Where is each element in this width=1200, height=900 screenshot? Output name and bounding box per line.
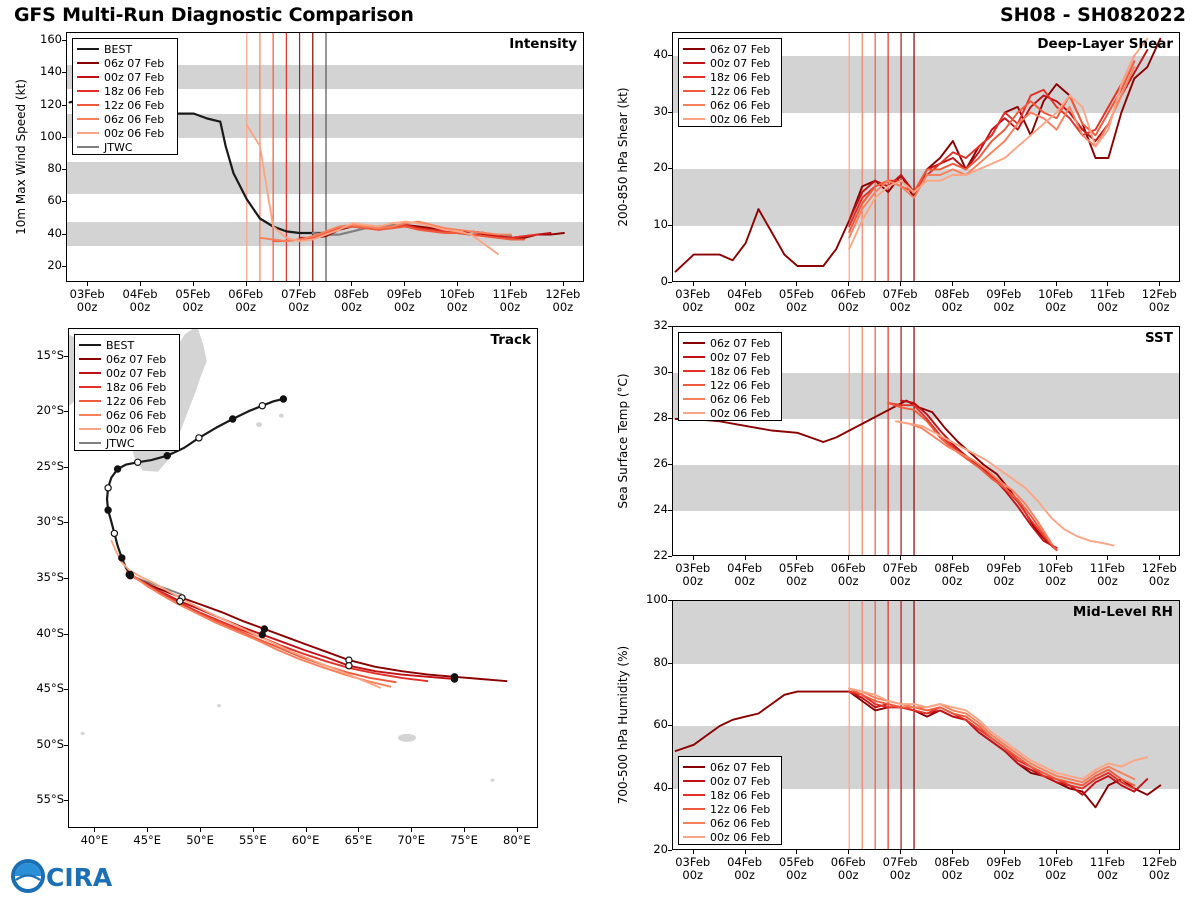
y-tick-mark	[64, 356, 68, 357]
y-tick-mark	[668, 556, 672, 557]
chart-title-rh: Mid-Level RH	[1072, 604, 1173, 620]
legend-swatch	[77, 132, 99, 134]
x-tick-label: 06Feb 00z	[830, 855, 866, 882]
y-tick-label: 30	[653, 364, 668, 378]
legend-label: 06z 06 Feb	[106, 408, 167, 422]
storm-id: SH08 - SH082022	[999, 4, 1186, 26]
legend-item	[75, 338, 179, 352]
legend-label: 12z 06 Feb	[710, 84, 771, 98]
x-tick-label: 06Feb 00z	[228, 287, 264, 314]
y-tick-label: 24	[653, 502, 668, 516]
legend-swatch	[79, 386, 101, 388]
x-tick-mark	[1004, 850, 1005, 854]
x-tick-mark	[796, 556, 797, 560]
x-tick-label: 75°E	[450, 833, 478, 847]
legend-item	[73, 126, 177, 140]
x-tick-label: 07Feb 00z	[281, 287, 317, 314]
legend-item	[679, 788, 781, 802]
legend-swatch	[77, 104, 99, 106]
legend-item	[679, 98, 781, 112]
x-tick-mark	[510, 282, 511, 286]
y-tick-label: 40°S	[36, 625, 64, 640]
x-tick-mark	[796, 282, 797, 286]
y-tick-label: 40	[653, 779, 668, 794]
y-axis-label-intensity: 10m Max Wind Speed (kt)	[14, 79, 28, 235]
y-tick-label: 55°S	[36, 792, 64, 807]
y-tick-label: 80	[653, 654, 668, 669]
legend-label: 06z 07 Feb	[710, 42, 771, 56]
legend-sst	[678, 332, 782, 421]
x-tick-mark	[952, 556, 953, 560]
x-tick-mark	[796, 850, 797, 854]
legend-label: 06z 07 Feb	[710, 336, 771, 350]
x-tick-label: 40°E	[80, 833, 109, 847]
legend-swatch	[683, 836, 705, 838]
legend-label: 00z 06 Feb	[710, 830, 771, 844]
x-tick-label: 60°E	[291, 833, 320, 847]
legend-swatch	[683, 398, 705, 400]
y-tick-mark	[64, 522, 68, 523]
legend-item	[75, 436, 179, 450]
x-tick-label: 03Feb 00z	[69, 287, 105, 314]
header	[0, 2, 1200, 30]
chart-title-intensity: Intensity	[509, 36, 577, 52]
y-tick-label: 140	[40, 64, 62, 79]
y-tick-label: 80	[47, 161, 62, 176]
x-tick-mark	[900, 282, 901, 286]
legend-swatch	[77, 90, 99, 92]
legend-item	[73, 84, 177, 98]
chart-title-shear: Deep-Layer Shear	[1037, 36, 1173, 52]
legend-swatch	[683, 808, 705, 810]
x-tick-label: 45°E	[133, 833, 162, 847]
legend-swatch	[79, 428, 101, 430]
legend-item	[679, 84, 781, 98]
x-tick-mark	[351, 282, 352, 286]
y-tick-mark	[62, 40, 66, 41]
y-tick-label: 28	[653, 410, 668, 424]
legend-item	[679, 392, 781, 406]
legend-swatch	[79, 344, 101, 346]
legend-label: 00z 06 Feb	[710, 406, 771, 420]
legend-swatch	[683, 356, 705, 358]
legend-label: BEST	[104, 42, 133, 56]
legend-swatch	[683, 118, 705, 120]
y-axis-label-sst: Sea Surface Temp (°C)	[616, 373, 630, 509]
x-tick-label: 11Feb 00z	[1089, 287, 1125, 314]
x-tick-mark	[464, 828, 465, 832]
legend-label: 06z 06 Feb	[710, 98, 771, 112]
legend-item	[679, 336, 781, 350]
x-tick-label: 12Feb 00z	[1141, 855, 1177, 882]
y-tick-mark	[668, 168, 672, 169]
y-tick-mark	[64, 745, 68, 746]
legend-swatch	[79, 372, 101, 374]
legend-swatch	[683, 384, 705, 386]
x-tick-mark	[900, 556, 901, 560]
legend-label: 00z 06 Feb	[106, 422, 167, 436]
legend-label: 18z 06 Feb	[104, 84, 165, 98]
x-tick-label: 06Feb 00z	[830, 287, 866, 314]
legend-label: 00z 07 Feb	[710, 56, 771, 70]
legend-item	[75, 352, 179, 366]
x-tick-mark	[745, 282, 746, 286]
x-tick-label: 03Feb 00z	[675, 287, 711, 314]
y-tick-mark	[668, 225, 672, 226]
y-tick-mark	[668, 600, 672, 601]
legend-label: 12z 06 Feb	[710, 802, 771, 816]
x-tick-label: 08Feb 00z	[934, 287, 970, 314]
y-tick-mark	[62, 137, 66, 138]
x-tick-mark	[193, 282, 194, 286]
legend-label: 06z 07 Feb	[106, 352, 167, 366]
legend-swatch	[683, 90, 705, 92]
x-tick-label: 80°E	[503, 833, 531, 847]
y-tick-mark	[62, 169, 66, 170]
y-tick-label: 45°S	[36, 681, 64, 696]
legend-label: 00z 07 Feb	[106, 366, 167, 380]
legend-item	[75, 408, 179, 422]
x-tick-label: 09Feb 00z	[986, 287, 1022, 314]
y-axis-label-shear: 200-850 hPa Shear (kt)	[616, 87, 630, 227]
y-tick-label: 60	[47, 193, 62, 208]
y-tick-label: 30	[653, 103, 668, 118]
x-tick-mark	[693, 282, 694, 286]
x-tick-mark	[1107, 282, 1108, 286]
legend-swatch	[77, 62, 99, 64]
x-tick-mark	[1056, 282, 1057, 286]
x-tick-label: 50°E	[186, 833, 214, 847]
legend-intensity	[72, 38, 178, 155]
legend-swatch	[683, 766, 705, 768]
legend-swatch	[683, 62, 705, 64]
y-tick-label: 15°S	[36, 347, 64, 362]
y-tick-label: 20	[653, 842, 668, 856]
legend-item	[75, 366, 179, 380]
legend-item	[679, 70, 781, 84]
legend-label: 18z 06 Feb	[710, 364, 771, 378]
y-tick-label: 35°S	[36, 570, 64, 584]
x-tick-label: 04Feb 00z	[727, 855, 763, 882]
x-tick-mark	[693, 556, 694, 560]
legend-swatch	[683, 780, 705, 782]
y-tick-label: 32	[653, 318, 668, 332]
x-tick-mark	[299, 282, 300, 286]
y-tick-mark	[62, 234, 66, 235]
legend-swatch	[79, 414, 101, 416]
x-tick-mark	[848, 850, 849, 854]
y-tick-label: 22	[653, 548, 668, 562]
x-tick-label: 12Feb 00z	[545, 287, 581, 314]
y-tick-mark	[64, 411, 68, 412]
x-tick-mark	[693, 850, 694, 854]
panel-intensity	[0, 28, 600, 318]
legend-label: 18z 06 Feb	[106, 380, 167, 394]
legend-label: 00z 06 Feb	[104, 126, 165, 140]
legend-item	[679, 112, 781, 126]
legend-swatch	[79, 400, 101, 402]
legend-label: 06z 06 Feb	[710, 392, 771, 406]
x-tick-mark	[745, 850, 746, 854]
x-tick-mark	[1056, 850, 1057, 854]
x-tick-label: 04Feb 00z	[122, 287, 158, 314]
x-tick-mark	[404, 282, 405, 286]
y-tick-mark	[64, 800, 68, 801]
x-tick-mark	[952, 850, 953, 854]
x-tick-label: 10Feb 00z	[1038, 287, 1074, 314]
legend-swatch	[683, 794, 705, 796]
x-tick-label: 03Feb 00z	[675, 855, 711, 882]
legend-label: 00z 06 Feb	[710, 112, 771, 126]
legend-item	[73, 42, 177, 56]
legend-item	[679, 802, 781, 816]
y-tick-mark	[62, 105, 66, 106]
chart-title-sst: SST	[1144, 330, 1173, 346]
x-tick-label: 09Feb 00z	[986, 855, 1022, 882]
x-tick-mark	[952, 282, 953, 286]
legend-rh	[678, 756, 782, 845]
x-tick-mark	[253, 828, 254, 832]
x-tick-mark	[147, 828, 148, 832]
x-tick-label: 11Feb 00z	[492, 287, 528, 314]
legend-swatch	[683, 342, 705, 344]
y-tick-mark	[668, 372, 672, 373]
y-tick-label: 10	[653, 217, 668, 232]
x-tick-label: 04Feb 00z	[727, 287, 763, 314]
y-tick-mark	[62, 72, 66, 73]
x-tick-label: 03Feb 00z	[675, 561, 711, 588]
legend-shear	[678, 38, 782, 127]
y-tick-mark	[62, 201, 66, 202]
x-tick-mark	[1004, 282, 1005, 286]
y-tick-label: 20	[47, 257, 62, 272]
y-tick-mark	[668, 725, 672, 726]
y-tick-mark	[668, 850, 672, 851]
x-tick-mark	[1107, 850, 1108, 854]
plot-area-sst	[672, 326, 1180, 556]
legend-item	[73, 98, 177, 112]
x-tick-mark	[848, 282, 849, 286]
x-tick-label: 08Feb 00z	[934, 561, 970, 588]
legend-swatch	[77, 146, 99, 148]
x-tick-mark	[457, 282, 458, 286]
x-tick-label: 11Feb 00z	[1089, 855, 1125, 882]
x-tick-mark	[358, 828, 359, 832]
x-tick-mark	[246, 282, 247, 286]
legend-swatch	[683, 48, 705, 50]
x-tick-label: 05Feb 00z	[778, 287, 814, 314]
y-tick-mark	[668, 55, 672, 56]
chart-title-track: Track	[490, 332, 531, 348]
x-tick-label: 04Feb 00z	[727, 561, 763, 588]
x-tick-label: 11Feb 00z	[1089, 561, 1125, 588]
x-tick-mark	[411, 828, 412, 832]
y-tick-mark	[668, 663, 672, 664]
x-tick-mark	[848, 556, 849, 560]
legend-label: 12z 06 Feb	[710, 378, 771, 392]
legend-item	[73, 56, 177, 70]
legend-label: JTWC	[106, 436, 135, 450]
legend-item	[679, 406, 781, 420]
legend-item	[679, 56, 781, 70]
x-tick-mark	[87, 282, 88, 286]
y-axis-label-rh: 700-500 hPa Humidity (%)	[616, 645, 630, 805]
x-tick-mark	[1004, 556, 1005, 560]
x-tick-mark	[140, 282, 141, 286]
legend-item	[679, 816, 781, 830]
legend-swatch	[683, 412, 705, 414]
legend-item	[75, 422, 179, 436]
y-tick-mark	[668, 326, 672, 327]
y-tick-label: 120	[40, 96, 62, 111]
svg-text:CIRA: CIRA	[46, 863, 113, 892]
y-tick-mark	[668, 788, 672, 789]
legend-swatch	[79, 442, 101, 444]
y-tick-label: 30°S	[36, 514, 64, 529]
legend-label: 06z 06 Feb	[710, 816, 771, 830]
legend-item	[679, 364, 781, 378]
legend-label: 12z 06 Feb	[104, 98, 165, 112]
y-tick-label: 40	[653, 46, 668, 61]
y-tick-label: 40	[47, 225, 62, 240]
legend-label: 00z 07 Feb	[710, 350, 771, 364]
y-tick-mark	[668, 112, 672, 113]
legend-label: 12z 06 Feb	[106, 394, 167, 408]
legend-item	[679, 42, 781, 56]
y-tick-mark	[668, 282, 672, 283]
legend-label: JTWC	[104, 140, 133, 154]
x-tick-label: 10Feb 00z	[1038, 855, 1074, 882]
x-tick-label: 08Feb 00z	[934, 855, 970, 882]
x-tick-label: 12Feb 00z	[1141, 287, 1177, 314]
legend-item	[679, 378, 781, 392]
legend-item	[73, 112, 177, 126]
legend-item	[679, 830, 781, 844]
legend-track	[74, 334, 180, 451]
x-tick-mark	[745, 556, 746, 560]
y-tick-mark	[668, 464, 672, 465]
plot-area-track	[68, 328, 538, 828]
y-tick-label: 20	[653, 160, 668, 175]
y-tick-mark	[64, 689, 68, 690]
legend-item	[679, 760, 781, 774]
legend-swatch	[683, 822, 705, 824]
x-tick-label: 09Feb 00z	[386, 287, 422, 314]
panel-track	[0, 322, 600, 892]
x-tick-mark	[1159, 556, 1160, 560]
panel-rh	[600, 592, 1200, 886]
legend-item	[75, 380, 179, 394]
x-tick-label: 07Feb 00z	[882, 561, 918, 588]
panel-shear	[600, 28, 1200, 318]
legend-label: 00z 07 Feb	[710, 774, 771, 788]
legend-item	[73, 140, 177, 154]
y-tick-mark	[64, 578, 68, 579]
page-title: GFS Multi-Run Diagnostic Comparison	[14, 4, 414, 26]
x-tick-label: 10Feb 00z	[439, 287, 475, 314]
x-tick-label: 70°E	[397, 833, 426, 847]
plot-area-rh	[672, 600, 1180, 850]
legend-label: 18z 06 Feb	[710, 788, 771, 802]
y-tick-mark	[668, 418, 672, 419]
legend-item	[73, 70, 177, 84]
x-tick-label: 07Feb 00z	[882, 287, 918, 314]
y-tick-label: 100	[646, 592, 668, 606]
plot-area-shear	[672, 32, 1180, 282]
y-tick-mark	[668, 510, 672, 511]
plot-area-intensity	[66, 32, 584, 282]
x-tick-label: 55°E	[239, 833, 267, 847]
x-tick-label: 08Feb 00z	[333, 287, 369, 314]
x-tick-label: 10Feb 00z	[1038, 561, 1074, 588]
legend-swatch	[683, 104, 705, 106]
cira-logo	[8, 856, 120, 896]
y-tick-mark	[64, 634, 68, 635]
legend-item	[679, 350, 781, 364]
legend-swatch	[683, 76, 705, 78]
x-tick-mark	[517, 828, 518, 832]
legend-label: 06z 07 Feb	[104, 56, 165, 70]
x-tick-mark	[1159, 850, 1160, 854]
x-tick-mark	[94, 828, 95, 832]
legend-item	[679, 774, 781, 788]
x-tick-label: 06Feb 00z	[830, 561, 866, 588]
legend-swatch	[77, 118, 99, 120]
panel-sst	[600, 318, 1200, 592]
y-tick-label: 60	[653, 717, 668, 731]
legend-swatch	[77, 76, 99, 78]
x-tick-label: 09Feb 00z	[986, 561, 1022, 588]
x-tick-mark	[200, 828, 201, 832]
x-tick-mark	[1159, 282, 1160, 286]
y-tick-label: 25°S	[36, 458, 64, 473]
legend-swatch	[79, 358, 101, 360]
y-tick-label: 50°S	[36, 736, 64, 751]
y-tick-mark	[62, 266, 66, 267]
legend-item	[75, 394, 179, 408]
x-tick-label: 05Feb 00z	[778, 561, 814, 588]
x-tick-mark	[1107, 556, 1108, 560]
x-tick-label: 12Feb 00z	[1141, 561, 1177, 588]
legend-label: 06z 06 Feb	[104, 112, 165, 126]
x-tick-label: 65°E	[344, 833, 373, 847]
y-tick-mark	[64, 467, 68, 468]
x-tick-label: 05Feb 00z	[778, 855, 814, 882]
x-tick-mark	[306, 828, 307, 832]
x-tick-label: 05Feb 00z	[175, 287, 211, 314]
x-tick-mark	[1056, 556, 1057, 560]
legend-label: 18z 06 Feb	[710, 70, 771, 84]
legend-label: BEST	[106, 338, 135, 352]
y-tick-label: 26	[653, 456, 668, 470]
x-tick-mark	[563, 282, 564, 286]
x-tick-label: 07Feb 00z	[882, 855, 918, 882]
y-tick-label: 0	[660, 274, 668, 288]
legend-label: 06z 07 Feb	[710, 760, 771, 774]
y-tick-label: 100	[40, 128, 62, 143]
y-tick-label: 20°S	[36, 403, 64, 418]
legend-swatch	[77, 48, 99, 50]
x-tick-mark	[900, 850, 901, 854]
legend-label: 00z 07 Feb	[104, 70, 165, 84]
legend-swatch	[683, 370, 705, 372]
y-tick-label: 160	[40, 32, 62, 47]
